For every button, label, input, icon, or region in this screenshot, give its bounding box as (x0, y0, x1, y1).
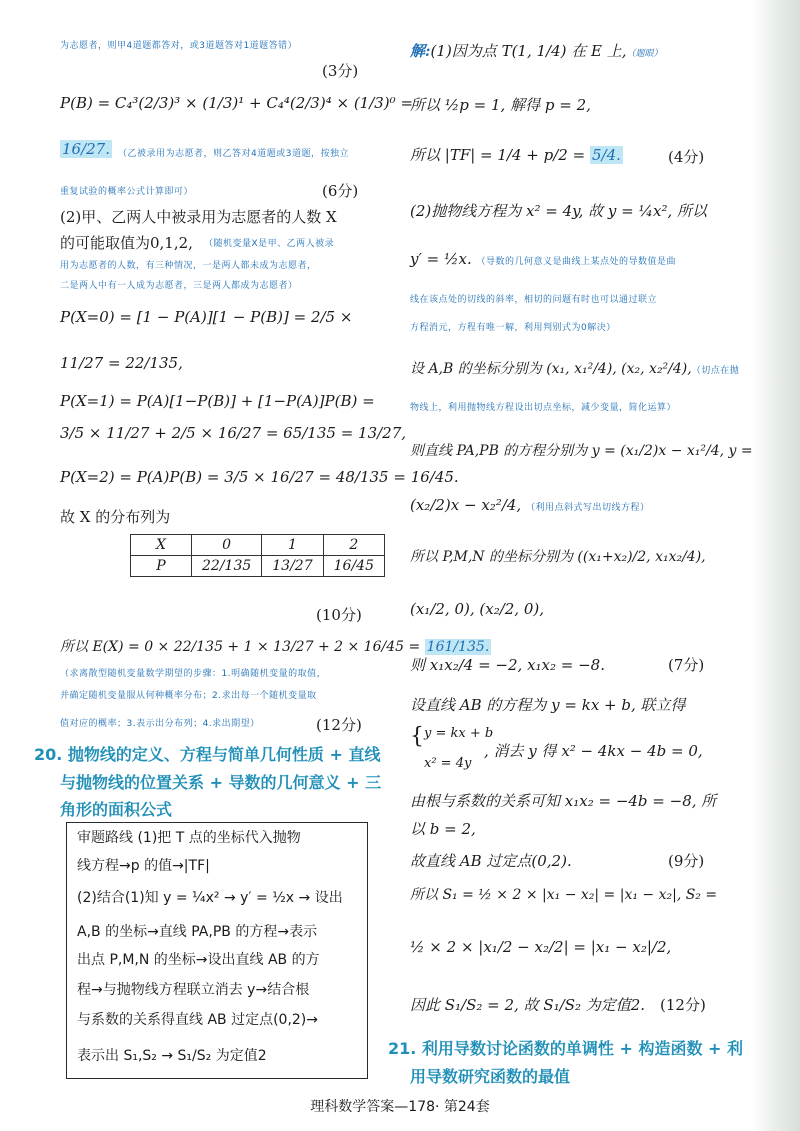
note-line: 重复试验的概率公式计算即可） (60, 187, 194, 197)
section-heading-20: 与抛物线的位置关系 + 导数的几何意义 + 三 (60, 773, 382, 792)
note-line: （求离散型随机变量数学期望的步骤：1.明确随机变量的取值， (60, 669, 327, 679)
math-line: 因此 S₁/S₂ = 2, 故 S₁/S₂ 为定值2. (410, 996, 646, 1014)
page-edge-shadow (752, 0, 800, 1131)
score: (4分) (668, 148, 705, 166)
page-footer: 理科数学答案—178· 第24套 (310, 1099, 490, 1115)
solution-intro: 解:(1)因为点 T(1, 1/4) 在 E 上,（题眼） (410, 42, 663, 60)
note-line: 二是两人中有一人成为志愿者，三是两人都成为志愿者） (60, 281, 298, 291)
math-line: 则直线 PA,PB 的方程分别为 y = (x₁/2)x − x₁²/4, y = (410, 443, 753, 459)
note-line: 为志愿者，则甲4道题都答对，或3道题答对1道题答错） (60, 41, 298, 51)
distribution-table (130, 534, 385, 577)
math-line: (2)抛物线方程为 x² = 4y, 故 y = ¼x², 所以 (410, 202, 708, 220)
text-line: 的可能取值为0,1,2, (60, 234, 193, 252)
note-line: （乙被录用为志愿者，则乙答对4道题或3道题，按独立 (118, 149, 349, 159)
note-line: （随机变量X是甲、乙两人被录 (204, 239, 335, 249)
math-line: 则 x₁x₂/4 = −2, x₁x₂ = −8. (410, 656, 605, 674)
score: (9分) (668, 852, 705, 870)
math-line: 所以 P,M,N 的坐标分别为 ((x₁+x₂)/2, x₁x₂/4), (410, 549, 706, 565)
formula-pb: P(B) = C₄³(2/3)³ × (1/3)¹ + C₄⁴(2/3)⁴ × (1/3)⁰ = (60, 94, 414, 112)
section-heading-21: 21. 利用导数讨论函数的单调性 + 构造函数 + 利 (388, 1039, 744, 1058)
box-line: 表示出 S₁,S₂ → S₁/S₂ 为定值2 (77, 1048, 267, 1064)
formula-px0: P(X=0) = [1 − P(A)][1 − P(B)] = 2/5 × (60, 308, 353, 326)
section-heading-20: 角形的面积公式 (60, 800, 173, 819)
table-cell: 0 (192, 535, 262, 556)
system-eq: x² = 4y (424, 756, 472, 771)
box-line: 程→与抛物线方程联立消去 y→结合根 (77, 982, 310, 998)
math-line: 故直线 AB 过定点(0,2). (410, 852, 572, 870)
table-cell: 1 (262, 535, 323, 556)
result-pb: 16/27. (62, 140, 110, 158)
note-line: 线在该点处的切线的斜率，相切的问题有时也可以通过联立 (410, 295, 658, 305)
score: (6分) (322, 182, 359, 200)
score: (12分) (660, 996, 706, 1014)
math-line: 设 A,B 的坐标分别为 (x₁, x₁²/4), (x₂, x₂²/4),（切点在抛 (410, 361, 740, 377)
math-line: (x₁/2, 0), (x₂/2, 0), (410, 600, 545, 618)
formula-px1: P(X=1) = P(A)[1−P(B)] + [1−P(A)]P(B) = (60, 392, 375, 410)
math-line: ½ × 2 × |x₁/2 − x₂/2| = |x₁ − x₂|/2, (410, 938, 672, 956)
math-line: 设直线 AB 的方程为 y = kx + b, 联立得 (410, 696, 686, 714)
score: (10分) (316, 606, 362, 624)
table-cell: P (131, 556, 192, 577)
math-line: 所以 S₁ = ½ × 2 × |x₁ − x₂| = |x₁ − x₂|, S₂ = (410, 887, 718, 903)
note-line: 并确定随机变量服从何种概率分布；2.求出每一个随机变量取 (60, 691, 317, 701)
math-line: 以 b = 2, (410, 820, 476, 838)
table-cell: 16/45 (323, 556, 384, 577)
note-line: 值对应的概率；3.表示出分布列；4.求出期望） (60, 719, 260, 729)
box-line: 线方程→p 的值→|TF| (77, 858, 210, 874)
score: (3分) (322, 62, 359, 80)
system-eq: y = kx + b (424, 726, 494, 741)
score: (12分) (316, 716, 362, 734)
box-line: 审题路线 (1)把 T 点的坐标代入抛物 (77, 830, 301, 846)
section-heading-21: 用导数研究函数的最值 (410, 1067, 571, 1086)
box-line: 与系数的关系得直线 AB 过定点(0,2)→ (77, 1012, 319, 1028)
text-line: (2)甲、乙两人中被录用为志愿者的人数 X (60, 208, 337, 226)
table-cell: 22/135 (192, 556, 262, 577)
brace-symbol: { (410, 724, 424, 749)
math-line: 所以 ½p = 1, 解得 p = 2, (410, 96, 591, 114)
note-line: 物线上，利用抛物线方程设出切点坐标，减少变量，简化运算） (410, 403, 677, 413)
note-line: 用为志愿者的人数，有三种情况，一是两人都未成为志愿者， (60, 261, 317, 271)
box-line: A,B 的坐标→直线 PA,PB 的方程→表示 (77, 924, 318, 940)
formula-px2: P(X=2) = P(A)P(B) = 3/5 × 16/27 = 48/135 = 16/45. (60, 468, 459, 486)
math-line: , 消去 y 得 x² − 4kx − 4b = 0, (484, 742, 703, 760)
note-line: 方程消元，方程有唯一解，利用判别式为0解决） (410, 323, 616, 333)
table-cell: X (131, 535, 192, 556)
table-cell: 2 (323, 535, 384, 556)
box-line: (2)结合(1)知 y = ¼x² → y′ = ½x → 设出 (77, 890, 343, 906)
math-line: y′ = ½x. （导数的几何意义是曲线上某点处的导数值是曲 (410, 250, 677, 268)
formula-px0-result: 11/27 = 22/135, (60, 354, 183, 372)
formula-ex: 所以 E(X) = 0 × 22/135 + 1 × 13/27 + 2 × 16/45 = 161/135. (60, 639, 490, 655)
score: (7分) (668, 656, 705, 674)
math-line: (x₂/2)x − x₂²/4, （利用点斜式写出切线方程） (410, 496, 650, 514)
math-line: 所以 |TF| = 1/4 + p/2 = 5/4. (410, 146, 621, 164)
box-line: 出点 P,M,N 的坐标→设出直线 AB 的方 (77, 952, 320, 968)
text-line: 故 X 的分布列为 (60, 508, 171, 526)
section-heading-20: 20. 抛物线的定义、方程与简单几何性质 + 直线 (34, 745, 381, 764)
table-row (131, 535, 385, 556)
math-line: 由根与系数的关系可知 x₁x₂ = −4b = −8, 所 (410, 792, 717, 810)
review-route-box (66, 822, 368, 1079)
table-row (131, 556, 385, 577)
formula-px1-result: 3/5 × 11/27 + 2/5 × 16/27 = 65/135 = 13/27, (60, 424, 407, 442)
table-cell: 13/27 (262, 556, 323, 577)
